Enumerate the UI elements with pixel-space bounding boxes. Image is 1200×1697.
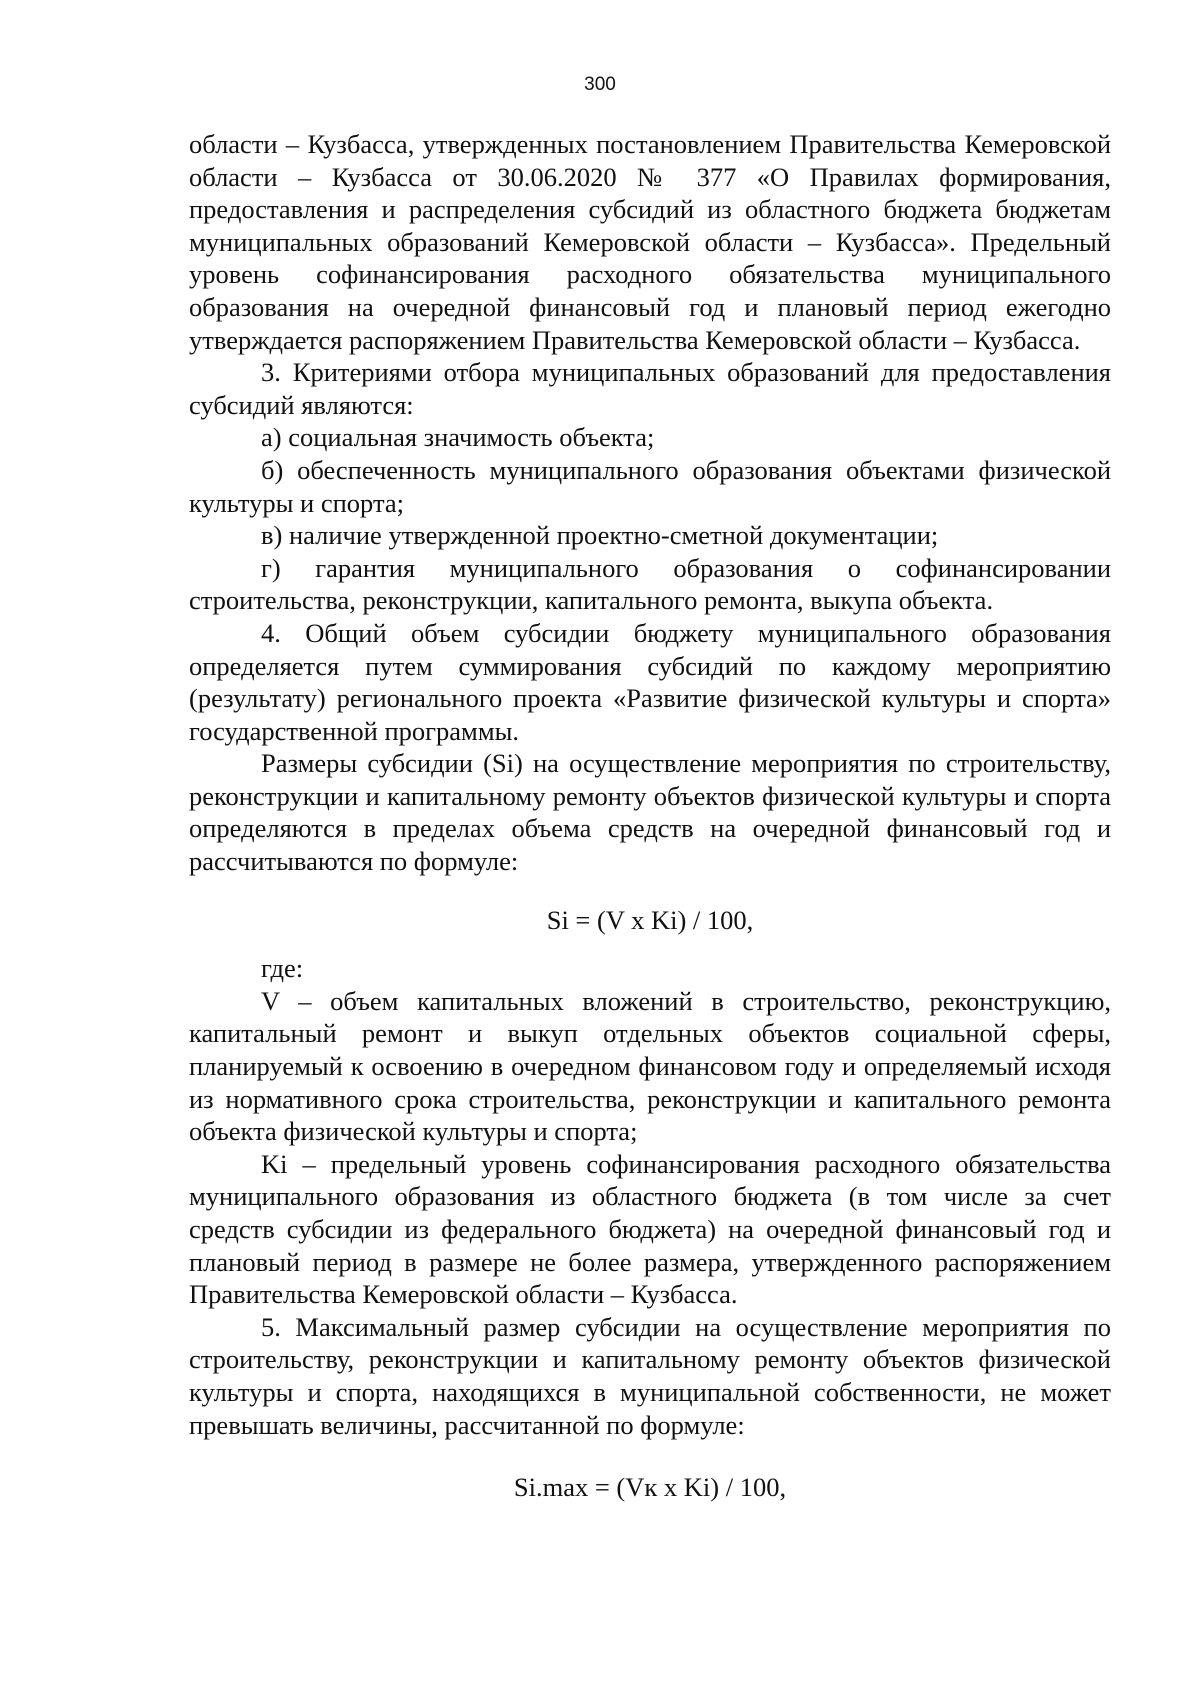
formula-si-max: Si.max = (Vк x Ki) / 100, — [513, 1472, 787, 1503]
paragraph-criteria-heading: 3. Критериями отбора муниципальных образований для предоставления субсидий являются: — [189, 357, 1111, 420]
page-number: 300 — [584, 74, 616, 95]
definition-v: V – объем капитальных вложений в строительство, реконструкцию, капитальный ремонт и выкуп отдельных объектов социальной сферы, планируемый к освоению в очередном финансовом году и определяемый исходя из нормативного срока строительства, реконструкции и капитального ремонта объекта физической культуры и спорта; — [189, 985, 1111, 1147]
criterion-d: г) гарантия муниципального образования о софинансировании строительства, реконструкции, капитального ремонта, выкупа объекта. — [189, 552, 1111, 616]
document-body — [189, 128, 1111, 1504]
definition-ki: Ki – предельный уровень софинансирования расходного обязательства муниципального образования из областного бюджета (в том числе за счет средств субсидии из федерального бюджета) на очередной финансовый год и плановый период в размере не более размера, утвержденного распоряжением Правительства Кемеровской области – Кузбасса. — [189, 1148, 1111, 1310]
where-label: где: — [261, 953, 304, 984]
criterion-b: б) обеспеченность муниципального образования объектами физической культуры и спорта; — [189, 454, 1111, 518]
criterion-c: в) наличие утвержденной проектно-сметной документации; — [261, 520, 939, 551]
paragraph-subsidy-size: Размеры субсидии (Si) на осуществление мероприятия по строительству, реконструкции и капитальному ремонту объектов физической культуры и спорта определяются в пределах объема средств на очередной финансовый год и рассчитываются по формуле: — [189, 748, 1111, 877]
paragraph-total-subsidy: 4. Общий объем субсидии бюджету муниципального образования определяется путем суммирования субсидий по каждому мероприятию (результату) регионального проекта «Развитие физической культуры и спорта» государственной программы. — [189, 617, 1111, 746]
paragraph-max-subsidy: 5. Максимальный размер субсидии на осуществление мероприятия по строительству, реконструкции и капитальному ремонту объектов физической культуры и спорта, находящихся в муниципальной собственности, не может превышать величины, рассчитанной по формуле: — [189, 1311, 1111, 1440]
formula-si: Si = (V x Ki) / 100, — [546, 904, 754, 935]
paragraph-regulation-reference: области – Кузбасса, утвержденных постановлением Правительства Кемеровской области – Кузбасса от 30.06.2020 № 377 «О Правилах формирования, предоставления и распределения субсидий из областного бюджета бюджетам муниципальных образований Кемеровской области – Кузбасса». Предельный уровень софинансирования расходного обязательства муниципального образования на очередной финансовый год и плановый период ежегодно утверждается распоряжением Правительства Кемеровской области – Кузбасса. — [189, 129, 1111, 355]
criterion-a: а) социальная значимость объекта; — [261, 422, 655, 453]
